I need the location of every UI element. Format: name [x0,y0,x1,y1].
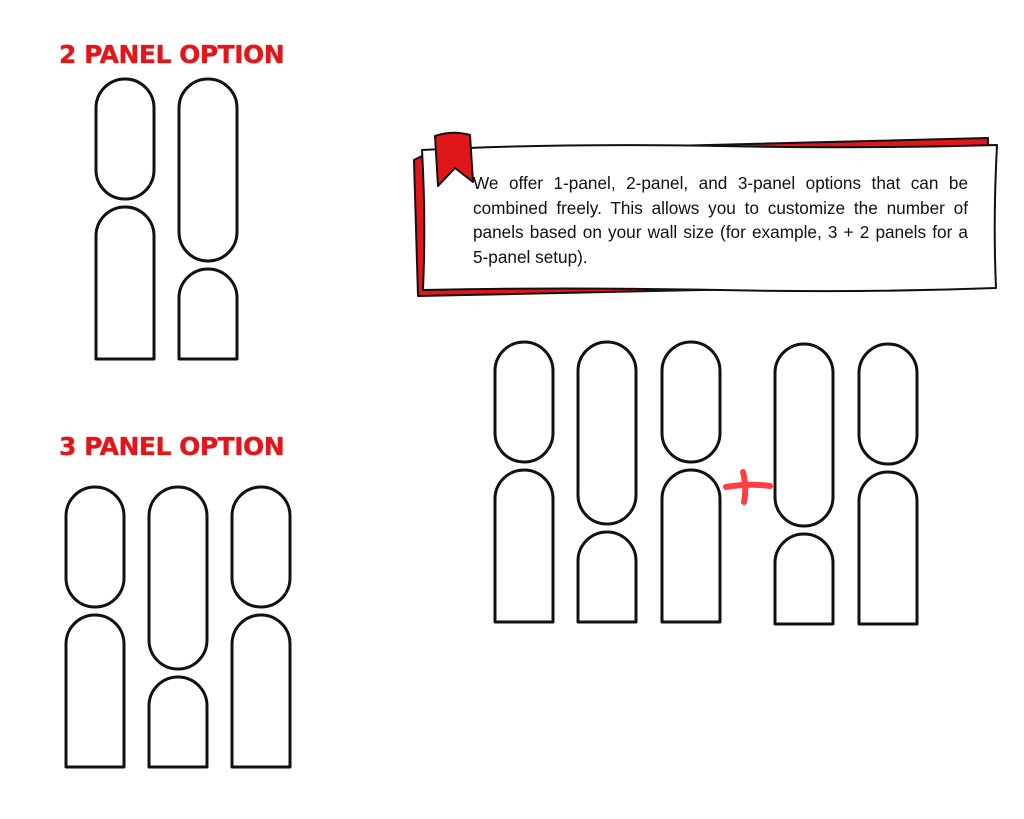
three-panel-col-3-lower-arch [232,615,290,767]
three-panel-col-2-upper-stadium [149,487,207,669]
combo-right-col-2-lower-arch [859,472,917,624]
two-panel-heading: 2 PANEL OPTION [59,40,285,69]
combo-left-col-1-lower-arch [495,470,553,622]
combo-right-col-1-upper-stadium [775,344,833,526]
plus-icon [726,472,770,502]
combo-left-col-3-lower-arch [662,470,720,622]
two-panel-col-2-upper-stadium [179,79,237,261]
three-panel-col-3-upper-stadium [232,487,290,607]
combo-left-col-2-upper-stadium [578,342,636,524]
three-panel-heading: 3 PANEL OPTION [59,432,285,461]
note-text: We offer 1-panel, 2-panel, and 3-panel options that can be combined freely. This allows you to customize the number of panels based on your wall size (for example, 3 + 2 panels for a 5-panel setup). [473,173,968,267]
combo-left-col-2-lower-arch [578,532,636,622]
three-panel-col-2-lower-arch [149,677,207,767]
three-panel-col-1-lower-arch [66,615,124,767]
combo-right-col-2-upper-stadium [859,344,917,464]
combo-right-col-1-lower-arch [775,534,833,624]
two-panel-col-1-upper-stadium [96,79,154,199]
three-panel-col-1-upper-stadium [66,487,124,607]
combo-left-col-1-upper-stadium [495,342,553,462]
two-panel-col-1-lower-arch [96,207,154,359]
two-panel-col-2-lower-arch [179,269,237,359]
combo-left-col-3-upper-stadium [662,342,720,462]
